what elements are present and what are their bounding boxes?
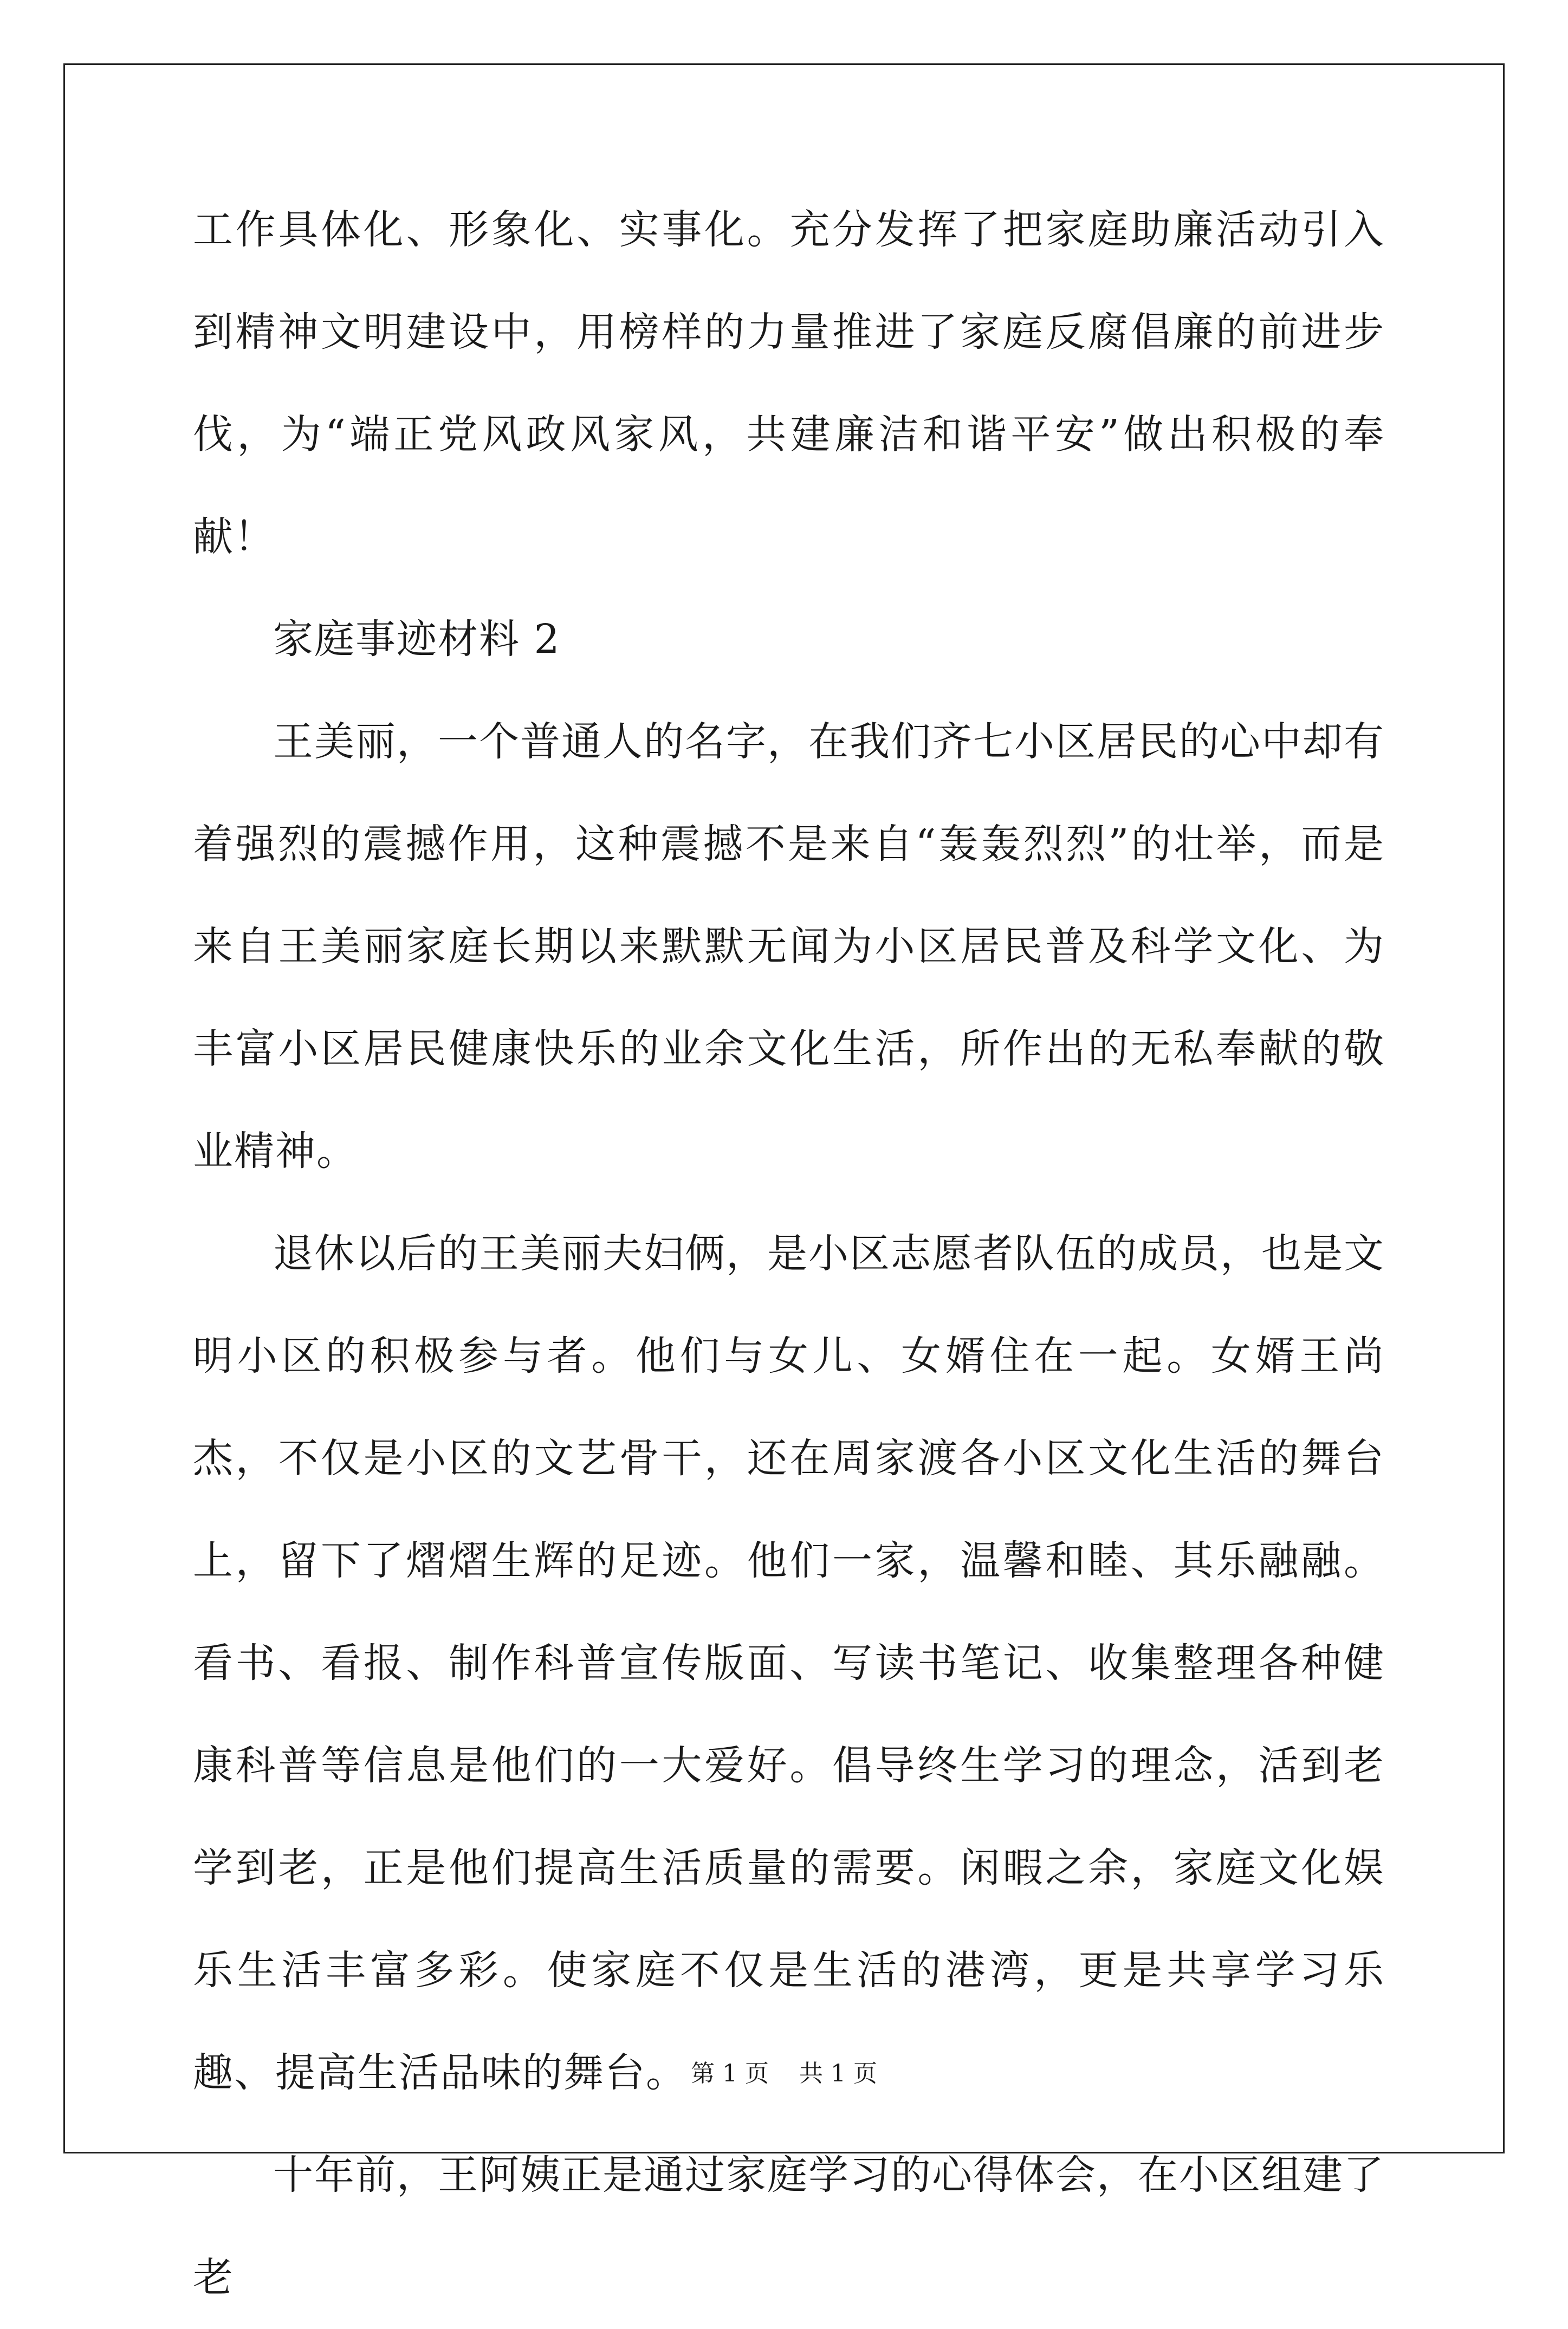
section-heading: 家庭事迹材料 2: [273, 616, 561, 663]
paragraph: 王美丽，一个普通人的名字，在我们齐七小区居民的心中却有着强烈的震撼作用，这种震撼不是来自“轰轰烈烈”的壮举，而是来自王美丽家庭长期以来默默无闻为小区居民普及科学文化、为丰富小区居民健康快乐的业余文化生活，所作出的无私奉献的敬业精神。: [193, 718, 1385, 1175]
page-footer: [0, 2058, 1568, 2090]
paragraph: 退休以后的王美丽夫妇俩，是小区志愿者队伍的成员，也是文明小区的积极参与者。他们与女儿、女婿住在一起。女婿王尚杰，不仅是小区的文艺骨干，还在周家渡各小区文化生活的舞台上，留下了熠熠生辉的足迹。他们一家，温馨和睦、其乐融融。看书、看报、制作科普宣传版面、写读书笔记、收集整理各种健康科普等信息是他们的一大爱好。倡导终生学习的理念，活到老学到老，正是他们提高生活质量的需要。闲暇之余，家庭文化娱乐生活丰富多彩。使家庭不仅是生活的港湾，更是共享学习乐趣、提高生活品味的舞台。: [193, 1230, 1385, 2096]
page-total: 共 1 页: [799, 2060, 877, 2087]
document-body: [193, 179, 1385, 2329]
paragraph: 十年前，王阿姨正是通过家庭学习的心得体会，在小区组建了老: [193, 2152, 1385, 2301]
page-number: 第 1 页: [691, 2060, 769, 2087]
paragraph-continuation: 工作具体化、形象化、实事化。充分发挥了把家庭助廉活动引入到精神文明建设中，用榜样的力量推进了家庭反腐倡廉的前进步伐，为“端正党风政风家风，共建廉洁和谐平安”做出积极的奉献！: [193, 206, 1385, 560]
